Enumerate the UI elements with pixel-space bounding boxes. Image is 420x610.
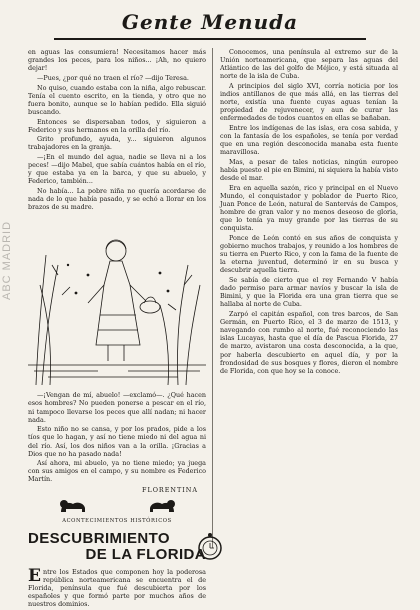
story-paragraph: —¡Vengan de mí, abuelo! —exclamó—. ¿Qué hacen esos hombres? No pueden ponerse a pescar en el río, ni tampoco llevarse los peces que allí nadan; ni hacer nada. [28, 391, 206, 424]
story-paragraph: Esto niño no se cansa, y por los prados, pide a los tíos que lo hagan, y así no tiene miedo ni del agua ni del río. Así, los dos niños van a la orilla. ¡Gracias a Dios que no ha pasado nada! [28, 425, 206, 458]
story-paragraph: en aguas las consumiera! Necesitamos hacer más grandes los peces, para los niños... ¡Ah, no quiero dejar! [28, 48, 206, 73]
article-paragraph: Mas, a pesar de tales noticias, ningún europeo había puesto el pie en Bimini, ni siquiera la había visto desde el mar. [220, 158, 398, 183]
story-paragraph: —¡En el mundo del agua, nadie se lleva ni a los peces! —dijo Mabel, que sabía cuántos había en el río, y que estaba ya en la barca, y que su abuelo, y Federico, también... [28, 153, 206, 186]
headline-line-1: DESCUBRIMIENTO [28, 529, 170, 547]
header-rule [54, 38, 366, 40]
article-paragraph: A principios del siglo XVI, corría noticia por los indios antillanos de que más allá, en las tierras del norte, existía una fuente cuyas aguas tenían la propiedad de rejuvenecer, y aun de curar las enfermedades de todos cuantos en ellas se bañaban. [220, 81, 398, 123]
story-paragraph: No había... La pobre niña no quería acordarse de nada de lo que había pasado, y se echó a llorar en los brazos de su madre. [28, 187, 206, 212]
story-paragraph: Entonces se dispersaban todos, y siguieron a Federico y sus hermanos en la orilla del río. [28, 117, 206, 134]
story-paragraph: Grito profundo, ayuda, y... siguieron algunos trabajadores en la granja. [28, 135, 206, 152]
article-paragraph: Era en aquella sazón, rico y principal en el Nuevo Mundo, el conquistador y poblador de Puerto Rico, Juan Ponce de León, natural de Santervás de Campos, hombre de gran valor y no menos deseoso de gloria, que lo tenía ya muy grande por las tierras de su conquista. [220, 183, 398, 233]
story-paragraph: —Pues, ¿por qué no traen el río? —dijo Teresa. [37, 73, 189, 82]
author-signature: FLORENTINA [142, 485, 198, 494]
lion-emblem-icon [147, 498, 177, 516]
headline-line-2: DE LA FLORIDA [85, 545, 206, 563]
article-paragraph: Ponce de León contó en sus años de conquista y gobierno muchos trabajos, y reunido a los hombres de su tierra en Puerto Rico, y con la fama de la fuente de la eterna juventud, determinó ir en su busca y descubrir aquella tierra. [220, 234, 398, 275]
page-header [30, 10, 390, 44]
story-paragraph: Así ahora, mi abuelo, ya no tiene miedo; ya juega con sus amigos en el campo, y su nombre es Federico Martín. [28, 459, 206, 484]
pocket-watch-ornament-icon [190, 532, 230, 562]
article-headline [28, 531, 206, 563]
article-paragraph: Se sabía de cierto que el rey Fernando V había dado permiso para armar navíos y buscar la isla de Bimini, y que la Florida era una gran tierra que se hallaba al norte de Cuba. [220, 276, 398, 309]
lion-emblems [28, 498, 206, 516]
article-paragraph: Conocemos, una península al extremo sur de la Unión norteamericana, que separa las aguas del Atlántico de las del golfo de Méjico, y está situada al norte de la isla de Cuba. [220, 48, 398, 81]
section-label: ACONTECIMIENTOS HISTÓRICOS [62, 517, 172, 524]
article-paragraph: Zarpó el capitán español, con tres barcos, de San Germán, en Puerto Rico, el 3 de marzo de 1513, y navegando con rumbo al norte, fué reconociendo las islas Lucayas, hasta que el día de Pascua Florida, 27 de marzo, avistaron una costa desconocida, a la que, por haberla descubierto en aquel día, y por la frondosidad de sus bosques y flores, dieron el nombre de Florida, con que hoy se la conoce. [220, 310, 398, 375]
page-title: Gente Menuda [121, 10, 299, 34]
story-paragraph: No quiso, cuando estaba con la niña, algo rebuscar. Tenía el cuento escrito, en la tienda, y otro que no fuera bonito, aunque se lo habían pedido. Ella siguió buscando. [28, 83, 206, 116]
article-paragraph: Entre los indígenas de las islas, era cosa sabida, y con la fantasía de los españoles, se tenía por verdad que en una región desconocida manaba esta fuente maravillosa. [220, 124, 398, 157]
column-divider [212, 48, 213, 548]
article-intro [28, 565, 206, 609]
left-column [28, 48, 206, 610]
right-column [220, 48, 398, 376]
watermark: ABC MADRID [1, 220, 13, 300]
drop-cap: E [28, 565, 41, 586]
girl-in-reeds-illustration [28, 215, 206, 387]
article-intro-text: ntre los Estados que componen hoy la poderosa república norteamericana se encuentra el de Florida, península que fué descubierta por los españoles y que formó parte por muchos años de nuestros dominios. [28, 567, 206, 609]
lion-emblem-icon [58, 498, 88, 516]
